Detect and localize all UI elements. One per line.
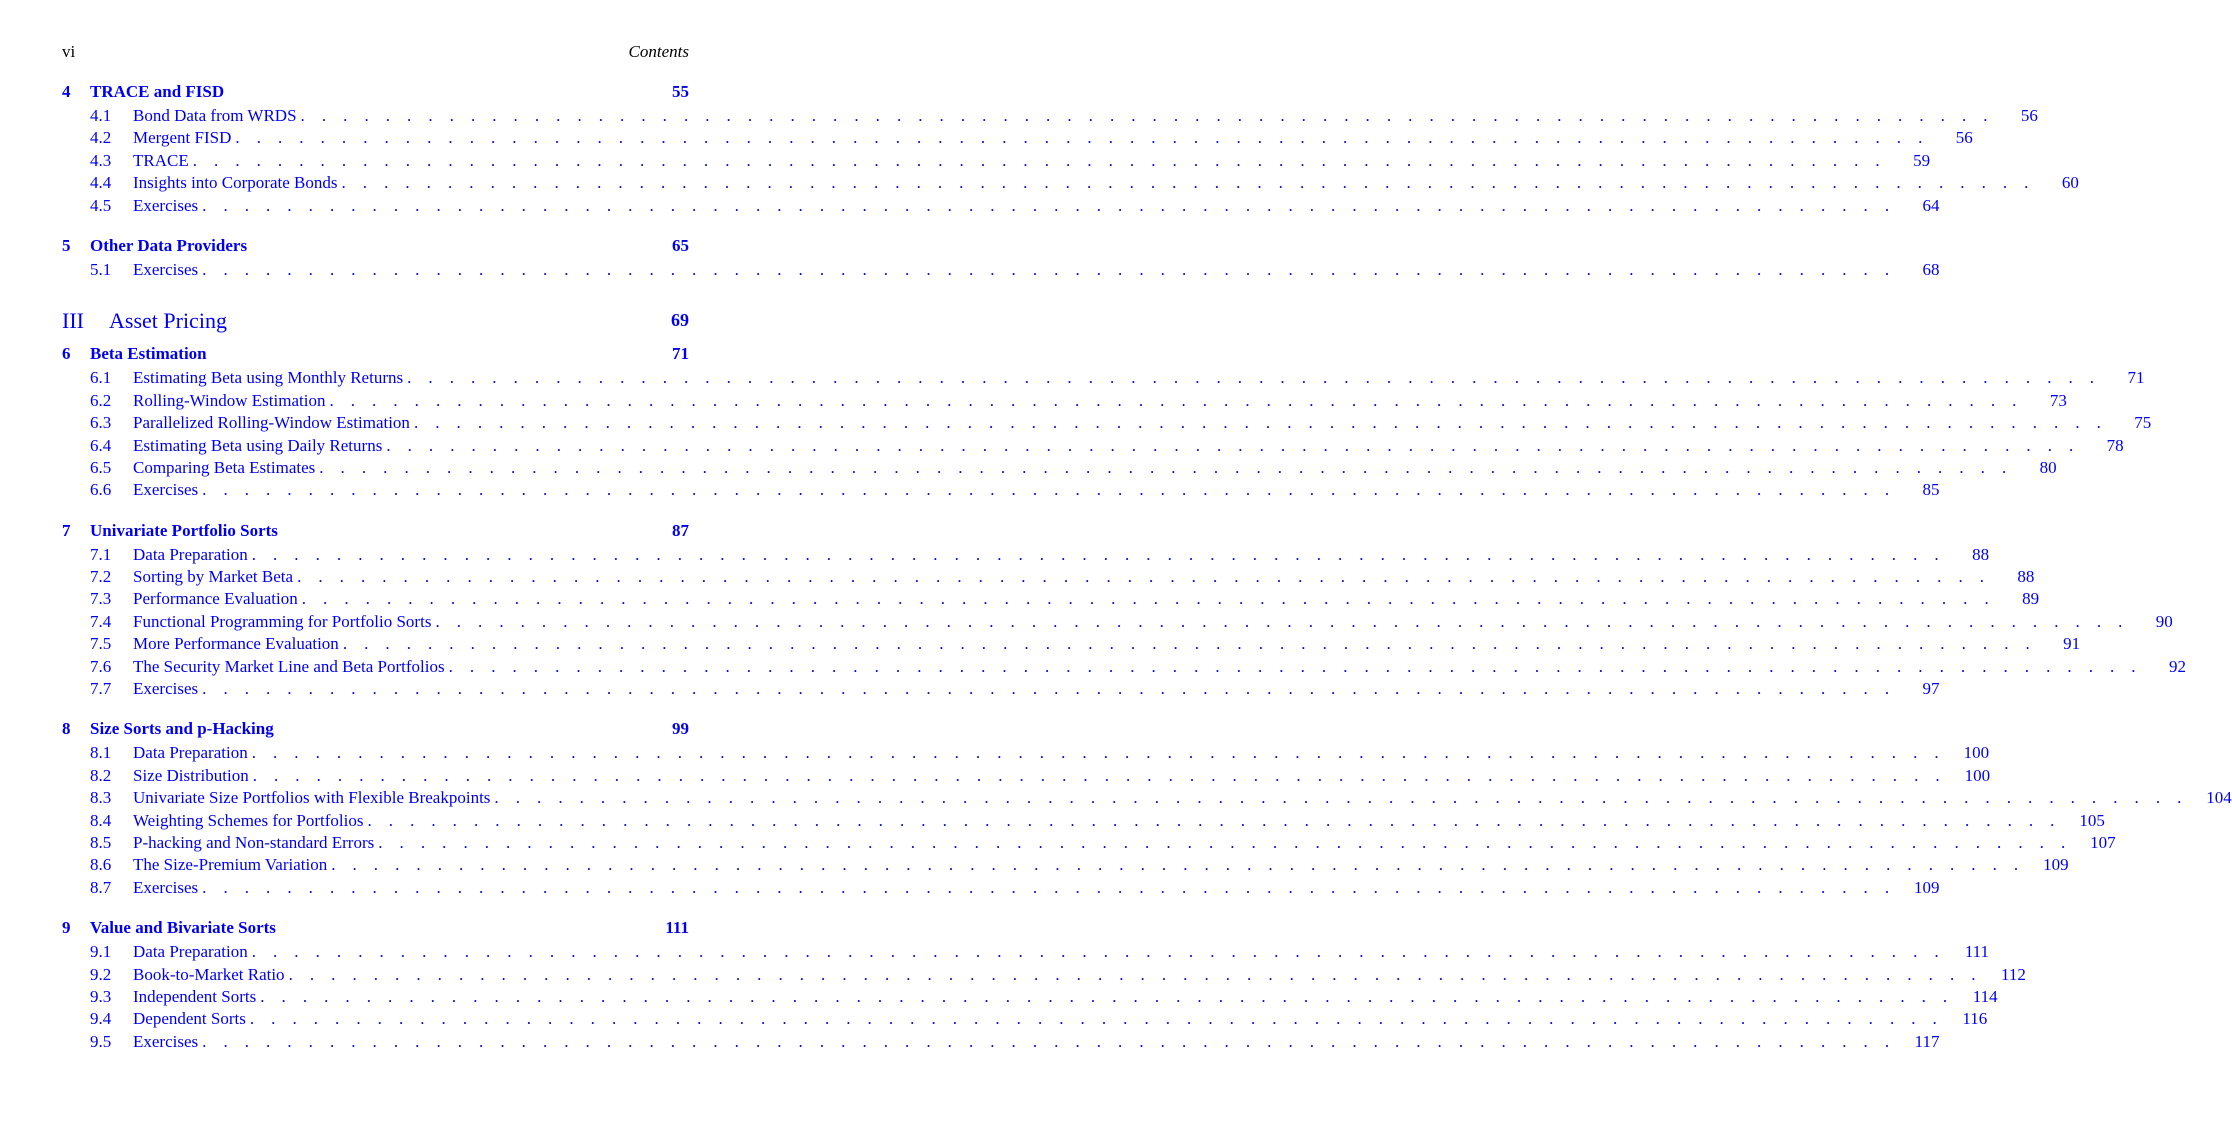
section-number: 8.1 <box>90 743 112 763</box>
section-page: 97 <box>1922 679 1940 699</box>
section-title: The Size-Premium Variation <box>133 855 331 875</box>
dot-leader: . . . . . . . . . . . . . . . . . . . . . . . . . . . . . . . . . . . . . . . . . . . . . . . . . . . . . . . . . . . . . . . . . . . . . . . . . . . . . . . . <box>331 855 2025 875</box>
section-page: 109 <box>1914 877 1940 897</box>
dot-leader: . . . . . . . . . . . . . . . . . . . . . . . . . . . . . . . . . . . . . . . . . . . . . . . . . . . . . . . . . . . . . . . . . . . . . . . . . . . . . . . . <box>202 1031 1896 1051</box>
page-number: vi <box>62 42 76 61</box>
toc-section-entry[interactable] <box>62 1009 1988 1031</box>
toc-section-entry[interactable] <box>62 832 2116 855</box>
section-row <box>133 150 1931 171</box>
dot-leader: . . . . . . . . . . . . . . . . . . . . . . . . . . . . . . . . . . . . . . . . . . . . . . . . . . . . . . . . . . . . . . . . . . . . . . . . . . . . . . . . <box>300 106 1994 125</box>
section-row <box>133 195 1940 216</box>
toc-section-entry[interactable] <box>62 810 2105 833</box>
section-number: 7.6 <box>90 656 112 676</box>
chapter-spacer <box>62 900 689 918</box>
section-row <box>133 457 2057 478</box>
part-number: III <box>62 308 84 334</box>
dot-leader: . . . . . . . . . . . . . . . . . . . . . . . . . . . . . . . . . . . . . . . . . . . . . . . . . . . . . . . . . . . . . . . . . . . . . . . . . . . . . . . . <box>251 544 1946 564</box>
section-number: 8.4 <box>90 810 112 830</box>
chapter-page: 99 <box>672 719 689 739</box>
section-page: 85 <box>1922 480 1940 500</box>
chapter-number: 6 <box>62 344 71 364</box>
dot-leader: . . . . . . . . . . . . . . . . . . . . . . . . . . . . . . . . . . . . . . . . . . . . . . . . . . . . . . . . . . . . . . . . . . . . . . . . . . . . . . . . <box>367 810 2061 830</box>
section-title: Exercises <box>133 878 202 898</box>
chapter-page: 65 <box>672 235 689 255</box>
section-title: Data Preparation <box>133 743 252 763</box>
section-row <box>133 173 2079 193</box>
dot-leader: . . . . . . . . . . . . . . . . . . . . . . . . . . . . . . . . . . . . . . . . . . . . . . . . . . . . . . . . . . . . . . . . . . . . . . . . . . . . . . . . <box>435 611 2129 631</box>
section-title: Data Preparation <box>133 545 252 565</box>
section-title: Size Distribution <box>133 766 253 786</box>
section-number: 9.4 <box>90 1009 112 1029</box>
section-page: 117 <box>1914 1031 1940 1051</box>
section-number: 7.5 <box>90 634 112 654</box>
toc-section-entry[interactable] <box>62 679 1940 701</box>
dot-leader: . . . . . . . . . . . . . . . . . . . . . . . . . . . . . . . . . . . . . . . . . . . . . . . . . . . . . . . . . . . . . . . . . . . . . . . . . . . . . . . . <box>249 1009 1944 1029</box>
dot-leader: . . . . . . . . . . . . . . . . . . . . . . . . . . . . . . . . . . . . . . . . . . . . . . . . . . . . . . . . . . . . . . . . . . . . . . . . . . . . . . . . <box>301 589 1996 609</box>
toc-section-entry[interactable] <box>62 656 2186 679</box>
dot-leader: . . . . . . . . . . . . . . . . . . . . . . . . . . . . . . . . . . . . . . . . . . . . . . . . . . . . . . . . . . . . . . . . . . . . . . . . . . . . . . . . <box>251 942 1946 962</box>
section-row <box>133 743 1990 763</box>
section-page: 90 <box>2155 611 2173 631</box>
chapter-spacer <box>62 218 689 236</box>
running-section-title: Contents <box>628 42 689 61</box>
section-title: Exercises <box>133 260 202 280</box>
section-page: 91 <box>2063 634 2081 654</box>
section-row <box>133 611 2173 632</box>
section-title: Parallelized Rolling-Window Estimation <box>133 413 414 433</box>
section-row <box>133 986 1998 1007</box>
toc-section-entry[interactable] <box>62 788 2232 810</box>
section-page: 105 <box>2079 810 2105 830</box>
section-row <box>133 368 2145 388</box>
chapter-page: 87 <box>672 520 689 540</box>
toc-section-entry[interactable] <box>62 106 2038 128</box>
dot-leader: . . . . . . . . . . . . . . . . . . . . . . . . . . . . . . . . . . . . . . . . . . . . . . . . . . . . . . . . . . . . . . . . . . . . . . . . . . . . . . . . <box>235 128 1929 148</box>
section-row <box>133 656 2186 677</box>
section-page: 112 <box>2001 964 2026 984</box>
chapter-spacer <box>62 701 689 719</box>
section-page: 111 <box>1964 942 1990 962</box>
toc-section-entry[interactable] <box>62 128 1973 150</box>
section-number: 9.5 <box>90 1031 112 1051</box>
section-page: 109 <box>2043 855 2069 875</box>
section-number: 7.7 <box>90 679 112 699</box>
toc-section-entry[interactable] <box>62 877 1940 900</box>
section-page: 116 <box>1962 1009 1988 1029</box>
section-number: 4.4 <box>90 173 112 193</box>
section-row <box>133 106 2038 126</box>
section-title: The Security Market Line and Beta Portfolios <box>133 657 449 677</box>
section-page: 56 <box>1955 128 1973 148</box>
dot-leader: . . . . . . . . . . . . . . . . . . . . . . . . . . . . . . . . . . . . . . . . . . . . . . . . . . . . . . . . . . . . . . . . . . . . . . . . . . . . . . . . <box>341 173 2035 193</box>
section-number: 9.3 <box>90 986 112 1006</box>
section-number: 4.3 <box>90 150 112 170</box>
section-title: Exercises <box>133 196 202 216</box>
dot-leader: . . . . . . . . . . . . . . . . . . . . . . . . . . . . . . . . . . . . . . . . . . . . . . . . . . . . . . . . . . . . . . . . . . . . . . . . . . . . . . . . <box>251 743 1946 763</box>
section-row <box>133 128 1973 148</box>
chapter-title: TRACE and FISD <box>90 82 225 101</box>
section-number: 7.1 <box>90 544 112 564</box>
section-page: 80 <box>2039 457 2057 477</box>
section-row <box>133 589 2040 609</box>
section-row <box>133 810 2105 831</box>
dot-leader: . . . . . . . . . . . . . . . . . . . . . . . . . . . . . . . . . . . . . . . . . . . . . . . . . . . . . . . . . . . . . . . . . . . . . . . . . . . . . . . . <box>202 679 1896 699</box>
section-number: 4.2 <box>90 128 112 148</box>
toc-section-entry[interactable] <box>62 480 1940 502</box>
chapter-title: Univariate Portfolio Sorts <box>90 520 278 540</box>
toc-section-entry[interactable] <box>62 457 2057 480</box>
dot-leader: . . . . . . . . . . . . . . . . . . . . . . . . . . . . . . . . . . . . . . . . . . . . . . . . . . . . . . . . . . . . . . . . . . . . . . . . . . . . . . . . <box>260 986 1954 1006</box>
dot-leader: . . . . . . . . . . . . . . . . . . . . . . . . . . . . . . . . . . . . . . . . . . . . . . . . . . . . . . . . . . . . . . . . . . . . . . . . . . . . . . . . <box>252 765 1947 785</box>
section-page: 100 <box>1964 765 1991 785</box>
dot-leader: . . . . . . . . . . . . . . . . . . . . . . . . . . . . . . . . . . . . . . . . . . . . . . . . . . . . . . . . . . . . . . . . . . . . . . . . . . . . . . . . <box>329 390 2023 410</box>
toc-section-entry[interactable] <box>62 195 1940 218</box>
section-number: 6.3 <box>90 413 112 433</box>
toc-section-entry[interactable] <box>62 173 2079 195</box>
chapter-number: 5 <box>62 235 71 255</box>
section-page: 92 <box>2168 656 2186 676</box>
dot-leader: . . . . . . . . . . . . . . . . . . . . . . . . . . . . . . . . . . . . . . . . . . . . . . . . . . . . . . . . . . . . . . . . . . . . . . . . . . . . . . . . <box>386 435 2080 455</box>
section-title: Dependent Sorts <box>133 1009 250 1029</box>
section-title: Performance Evaluation <box>133 589 302 609</box>
chapter-number: 7 <box>62 520 71 540</box>
section-title: TRACE <box>133 151 193 171</box>
dot-leader: . . . . . . . . . . . . . . . . . . . . . . . . . . . . . . . . . . . . . . . . . . . . . . . . . . . . . . . . . . . . . . . . . . . . . . . . . . . . . . . . <box>494 788 2188 808</box>
toc-chapter-entry[interactable] <box>62 719 689 743</box>
section-row <box>133 679 1940 699</box>
section-title: Independent Sorts <box>133 987 260 1007</box>
toc-section-entry[interactable] <box>62 413 2152 435</box>
toc-section-entry[interactable] <box>62 567 2035 589</box>
section-title: Data Preparation <box>133 942 252 962</box>
section-page: 56 <box>2020 106 2038 125</box>
dot-leader: . . . . . . . . . . . . . . . . . . . . . . . . . . . . . . . . . . . . . . . . . . . . . . . . . . . . . . . . . . . . . . . . . . . . . . . . . . . . . . . . <box>202 259 1896 279</box>
section-row <box>133 544 1990 565</box>
chapter-page: 111 <box>665 918 689 938</box>
section-number: 7.3 <box>90 589 112 609</box>
section-row <box>133 1031 1940 1052</box>
toc-section-entry[interactable] <box>62 986 1998 1009</box>
toc-section-entry[interactable] <box>62 589 2040 611</box>
section-row <box>133 765 1991 786</box>
toc-section-entry[interactable] <box>62 390 2067 413</box>
section-number: 4.5 <box>90 195 112 215</box>
section-number: 6.5 <box>90 457 112 477</box>
section-page: 64 <box>1922 195 1940 215</box>
table-of-contents <box>62 82 2232 1054</box>
section-number: 8.7 <box>90 877 112 897</box>
section-row <box>133 390 2067 411</box>
section-row <box>133 832 2116 853</box>
toc-section-entry[interactable] <box>62 544 1990 567</box>
chapter-page: 71 <box>672 344 689 364</box>
section-page: 59 <box>1913 150 1931 170</box>
section-number: 6.1 <box>90 368 112 388</box>
section-number: 6.4 <box>90 435 112 455</box>
section-page: 78 <box>2106 435 2124 455</box>
toc-part-entry[interactable] <box>62 302 689 342</box>
section-number: 5.1 <box>90 259 112 279</box>
section-title: Rolling-Window Estimation <box>133 391 329 411</box>
section-page: 104 <box>2206 788 2232 808</box>
section-row <box>133 480 1940 500</box>
dot-leader: . . . . . . . . . . . . . . . . . . . . . . . . . . . . . . . . . . . . . . . . . . . . . . . . . . . . . . . . . . . . . . . . . . . . . . . . . . . . . . . . <box>448 656 2142 676</box>
dot-leader: . . . . . . . . . . . . . . . . . . . . . . . . . . . . . . . . . . . . . . . . . . . . . . . . . . . . . . . . . . . . . . . . . . . . . . . . . . . . . . . . <box>202 195 1896 215</box>
section-row <box>133 788 2232 808</box>
section-page: 100 <box>1963 743 1990 763</box>
section-row <box>133 435 2124 456</box>
section-page: 114 <box>1972 986 1998 1006</box>
section-page: 88 <box>2017 567 2035 587</box>
section-number: 6.2 <box>90 390 112 410</box>
dot-leader: . . . . . . . . . . . . . . . . . . . . . . . . . . . . . . . . . . . . . . . . . . . . . . . . . . . . . . . . . . . . . . . . . . . . . . . . . . . . . . . . <box>288 964 1982 984</box>
section-page: 89 <box>2022 589 2040 609</box>
section-number: 8.6 <box>90 855 112 875</box>
section-title: P-hacking and Non-standard Errors <box>133 833 378 853</box>
section-title: Estimating Beta using Monthly Returns <box>133 368 407 388</box>
section-number: 7.4 <box>90 611 112 631</box>
section-row <box>133 855 2069 875</box>
section-title: Insights into Corporate Bonds <box>133 173 341 193</box>
section-number: 9.2 <box>90 964 112 984</box>
dot-leader: . . . . . . . . . . . . . . . . . . . . . . . . . . . . . . . . . . . . . . . . . . . . . . . . . . . . . . . . . . . . . . . . . . . . . . . . . . . . . . . . <box>192 150 1887 170</box>
toc-section-entry[interactable] <box>62 259 1940 282</box>
toc-chapter-entry[interactable] <box>62 236 689 260</box>
part-page: 69 <box>671 310 689 331</box>
section-number: 8.2 <box>90 765 112 785</box>
chapter-title: Other Data Providers <box>90 235 248 255</box>
section-page: 107 <box>2090 832 2116 852</box>
chapter-spacer <box>62 503 689 521</box>
section-page: 71 <box>2127 368 2145 388</box>
dot-leader: . . . . . . . . . . . . . . . . . . . . . . . . . . . . . . . . . . . . . . . . . . . . . . . . . . . . . . . . . . . . . . . . . . . . . . . . . . . . . . . . <box>413 413 2108 433</box>
dot-leader: . . . . . . . . . . . . . . . . . . . . . . . . . . . . . . . . . . . . . . . . . . . . . . . . . . . . . . . . . . . . . . . . . . . . . . . . . . . . . . . . <box>407 368 2101 388</box>
section-page: 60 <box>2061 173 2079 193</box>
section-number: 6.6 <box>90 480 112 500</box>
dot-leader: . . . . . . . . . . . . . . . . . . . . . . . . . . . . . . . . . . . . . . . . . . . . . . . . . . . . . . . . . . . . . . . . . . . . . . . . . . . . . . . . <box>202 480 1896 500</box>
section-page: 75 <box>2134 413 2152 433</box>
dot-leader: . . . . . . . . . . . . . . . . . . . . . . . . . . . . . . . . . . . . . . . . . . . . . . . . . . . . . . . . . . . . . . . . . . . . . . . . . . . . . . . . <box>342 634 2037 654</box>
section-title: Bond Data from WRDS <box>133 106 301 126</box>
section-title: Univariate Size Portfolios with Flexible Breakpoints <box>133 788 494 808</box>
section-title: Exercises <box>133 679 202 699</box>
section-title: Exercises <box>133 1032 202 1052</box>
toc-chapter-entry[interactable] <box>62 82 689 106</box>
section-page: 73 <box>2049 390 2067 410</box>
section-title: Functional Programming for Portfolio Sorts <box>133 612 435 632</box>
toc-section-entry[interactable] <box>62 1031 1940 1054</box>
section-row <box>133 1009 1988 1029</box>
section-row <box>133 634 2081 654</box>
toc-chapter-entry[interactable] <box>62 344 689 368</box>
section-page: 68 <box>1922 259 1940 279</box>
section-row <box>133 877 1940 898</box>
section-row <box>133 942 1990 962</box>
section-title: Estimating Beta using Daily Returns <box>133 436 386 456</box>
section-title: More Performance Evaluation <box>133 634 343 654</box>
section-number: 8.5 <box>90 832 112 852</box>
section-title: Weighting Schemes for Portfolios <box>133 811 367 831</box>
dot-leader: . . . . . . . . . . . . . . . . . . . . . . . . . . . . . . . . . . . . . . . . . . . . . . . . . . . . . . . . . . . . . . . . . . . . . . . . . . . . . . . . <box>202 877 1896 897</box>
section-number: 9.1 <box>90 942 112 962</box>
chapter-number: 9 <box>62 918 71 938</box>
running-header <box>62 42 689 66</box>
section-title: Exercises <box>133 480 202 500</box>
chapter-number: 8 <box>62 719 71 739</box>
section-row <box>133 259 1940 280</box>
section-title: Sorting by Market Beta <box>133 567 297 587</box>
dot-leader: . . . . . . . . . . . . . . . . . . . . . . . . . . . . . . . . . . . . . . . . . . . . . . . . . . . . . . . . . . . . . . . . . . . . . . . . . . . . . . . . <box>297 567 1991 587</box>
toc-section-entry[interactable] <box>62 368 2145 390</box>
chapter-title: Size Sorts and p-Hacking <box>90 719 274 739</box>
toc-section-entry[interactable] <box>62 150 1931 173</box>
chapter-number: 4 <box>62 82 71 101</box>
toc-section-entry[interactable] <box>62 765 1991 788</box>
toc-section-entry[interactable] <box>62 942 1990 964</box>
chapter-title: Beta Estimation <box>90 344 207 364</box>
section-row <box>133 567 2035 587</box>
toc-section-entry[interactable] <box>62 964 2026 987</box>
toc-section-entry[interactable] <box>62 611 2173 634</box>
section-page: 88 <box>1972 544 1990 564</box>
section-row <box>133 964 2026 985</box>
dot-leader: . . . . . . . . . . . . . . . . . . . . . . . . . . . . . . . . . . . . . . . . . . . . . . . . . . . . . . . . . . . . . . . . . . . . . . . . . . . . . . . . <box>378 832 2072 852</box>
section-number: 8.3 <box>90 788 112 808</box>
section-title: Book-to-Market Ratio <box>133 965 289 985</box>
section-number: 4.1 <box>90 106 112 125</box>
chapter-page: 55 <box>672 82 689 101</box>
toc-section-entry[interactable] <box>62 855 2069 877</box>
toc-chapter-entry[interactable] <box>62 521 689 545</box>
part-title: Asset Pricing <box>109 308 227 334</box>
toc-chapter-entry[interactable] <box>62 918 689 942</box>
toc-section-entry[interactable] <box>62 634 2081 656</box>
toc-section-entry[interactable] <box>62 743 1990 765</box>
chapter-title: Value and Bivariate Sorts <box>90 918 276 938</box>
section-title: Mergent FISD <box>133 128 235 148</box>
section-number: 7.2 <box>90 567 112 587</box>
section-row <box>133 413 2152 433</box>
toc-section-entry[interactable] <box>62 435 2124 458</box>
dot-leader: . . . . . . . . . . . . . . . . . . . . . . . . . . . . . . . . . . . . . . . . . . . . . . . . . . . . . . . . . . . . . . . . . . . . . . . . . . . . . . . . <box>319 457 2013 477</box>
section-title: Comparing Beta Estimates <box>133 458 319 478</box>
